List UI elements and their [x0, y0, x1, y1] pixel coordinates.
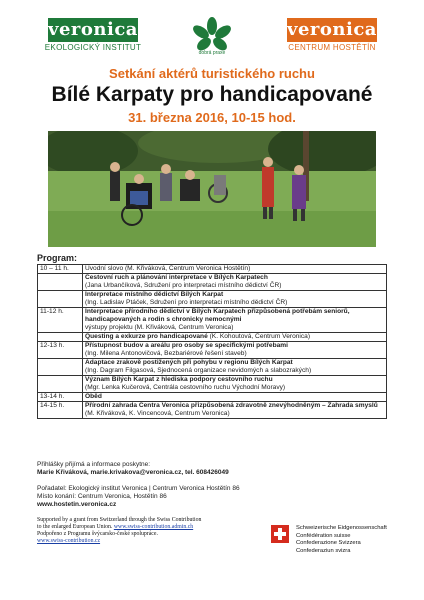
website-link[interactable]: www.hostetin.veronica.cz — [37, 501, 117, 508]
event-photo — [48, 131, 376, 247]
program-item — [83, 274, 387, 291]
program-item-detail: (Mgr. Lenka Kučerová, Centrála cestovního ruchu Východní Moravy) — [85, 384, 286, 391]
table-row — [38, 393, 387, 402]
program-item — [83, 308, 387, 333]
event-subtitle: Setkání aktérů turistického ruchu — [109, 66, 315, 81]
swiss-support-note — [37, 517, 201, 545]
registration-info — [37, 461, 229, 477]
program-time: 10 – 11 h. — [38, 265, 83, 274]
program-item-detail: (Ing. Ladislav Ptáček, Sdružení pro interpretaci místního dědictví ČR) — [85, 299, 288, 306]
table-row — [38, 376, 387, 393]
program-item-title: Oběd — [85, 393, 102, 400]
veronica-institute-logo: veronica — [48, 19, 138, 40]
program-item-title: Interpretace přírodního dědictví v Bílých Karpatech přizpůsobená potřebám seniorů, handicapovaných a rodin s chronicky nemocnými — [85, 308, 350, 323]
program-time — [38, 376, 83, 393]
table-row — [38, 359, 387, 376]
program-item — [83, 333, 387, 342]
program-time: 13-14 h. — [38, 393, 83, 402]
program-table — [37, 264, 387, 419]
program-item-title: Questing a exkurze pro handicapované — [85, 333, 208, 340]
veronica-centre-logo-caption: CENTRUM HOSTĚTÍN — [288, 43, 376, 52]
veronica-institute-logo-caption: EKOLOGICKÝ INSTITUT — [44, 43, 142, 52]
table-row — [38, 308, 387, 333]
confederation-line-rm: Confederaziun svizra — [296, 547, 351, 554]
program-item — [83, 291, 387, 308]
table-row — [38, 291, 387, 308]
program-heading: Program: — [37, 253, 78, 263]
swiss-contribution-cz-link[interactable]: www.swiss-contribution.cz — [37, 538, 101, 544]
table-row — [38, 274, 387, 291]
program-time: 12-13 h. — [38, 342, 83, 359]
program-item-title: Přírodní zahrada Centra Veronica přizpůsobená zdravotně znevýhodněným – Zahrada smyslů — [85, 402, 378, 409]
event-title: Bílé Karpaty pro handicapované — [51, 83, 373, 106]
organizer-info — [37, 485, 240, 509]
program-item-detail: (M. Křiváková, K. Vincencová, Centrum Veronica) — [85, 410, 230, 417]
program-time — [38, 274, 83, 291]
support-line: Supported by a grant from Switzerland through the Swiss Contribution — [37, 517, 202, 523]
table-row — [38, 333, 387, 342]
program-time: 11-12 h. — [38, 308, 83, 333]
program-item — [83, 342, 387, 359]
program-time — [38, 333, 83, 342]
program-item-detail: (Ing. Milena Antonovičová, Bezbariérové řešení staveb) — [85, 350, 247, 357]
program-time — [38, 291, 83, 308]
support-line-prefix: to the enlarged European Union. — [37, 524, 114, 530]
program-item — [83, 376, 387, 393]
program-item-detail: (Ing. Dagram Filgasová, Sjednocená organizace nevidomých a slabozrakých) — [85, 367, 312, 374]
venue-line: Místo konání: Centrum Veronica, Hostětín 86 — [37, 493, 167, 500]
program-time: 14-15 h. — [38, 402, 83, 419]
program-item-title: Adaptace zrakově postižených při pohybu v regionu Bílých Karpat — [85, 359, 293, 366]
program-item-title: Význam Bílých Karpat z hlediska podpory cestovního ruchu — [85, 376, 273, 383]
organizer-line: Pořadatel: Ekologický institut Veronica | Centrum Veronica Hostětín 86 — [37, 485, 240, 492]
support-line: Podpořeno z Programu švýcarsko-české spolupráce. — [37, 531, 158, 537]
program-item — [83, 359, 387, 376]
program-item — [83, 265, 387, 274]
table-row — [38, 265, 387, 274]
program-item — [83, 402, 387, 419]
confederation-line-fr: Confédération suisse — [296, 532, 351, 539]
program-item-detail: (Jana Urbančíková, Sdružení pro interpretaci místního dědictví ČR) — [85, 282, 282, 289]
program-time — [38, 359, 83, 376]
veronica-centre-logo: veronica — [287, 19, 377, 40]
program-item-detail: výstupy projektu (M. Křiváková, Centrum Veronica) — [85, 324, 234, 331]
swiss-confederation-text — [296, 525, 387, 555]
program-item-detail: (M. Křiváková, Centrum Veronica Hostětín) — [124, 265, 251, 272]
event-date: 31. března 2016, 10-15 hod. — [128, 110, 296, 125]
registration-contact: Marie Křiváková, marie.krivakova@veronica.cz, tel. 608426049 — [37, 469, 229, 476]
table-row — [38, 402, 387, 419]
program-item-title: Cestovní ruch a plánování interpretace v Bílých Karpatech — [85, 274, 268, 281]
confederation-line-it: Confederazione Svizzera — [296, 540, 361, 546]
swiss-cross-icon — [271, 525, 289, 543]
good-practice-logo-caption: dobrá praxe — [198, 50, 226, 56]
program-item — [83, 393, 387, 402]
swiss-contribution-admin-link[interactable]: www.swiss-contribution.admin.ch — [113, 524, 194, 530]
registration-intro: Přihlášky přijímá a informace poskytne: — [37, 461, 151, 468]
confederation-line-de: Schweizerische Eidgenossenschaft — [296, 525, 387, 531]
program-item-detail: (K. Kohoutová, Centrum Veronica) — [209, 333, 311, 340]
support-line — [37, 524, 201, 531]
program-item-title: Úvodní slovo — [85, 265, 124, 272]
program-item-title: Interpretace místního dědictví Bílých Karpat — [85, 291, 224, 298]
table-row — [38, 342, 387, 359]
program-item-title: Přístupnost budov a areálu pro osoby se specifickými potřebami — [85, 342, 288, 349]
